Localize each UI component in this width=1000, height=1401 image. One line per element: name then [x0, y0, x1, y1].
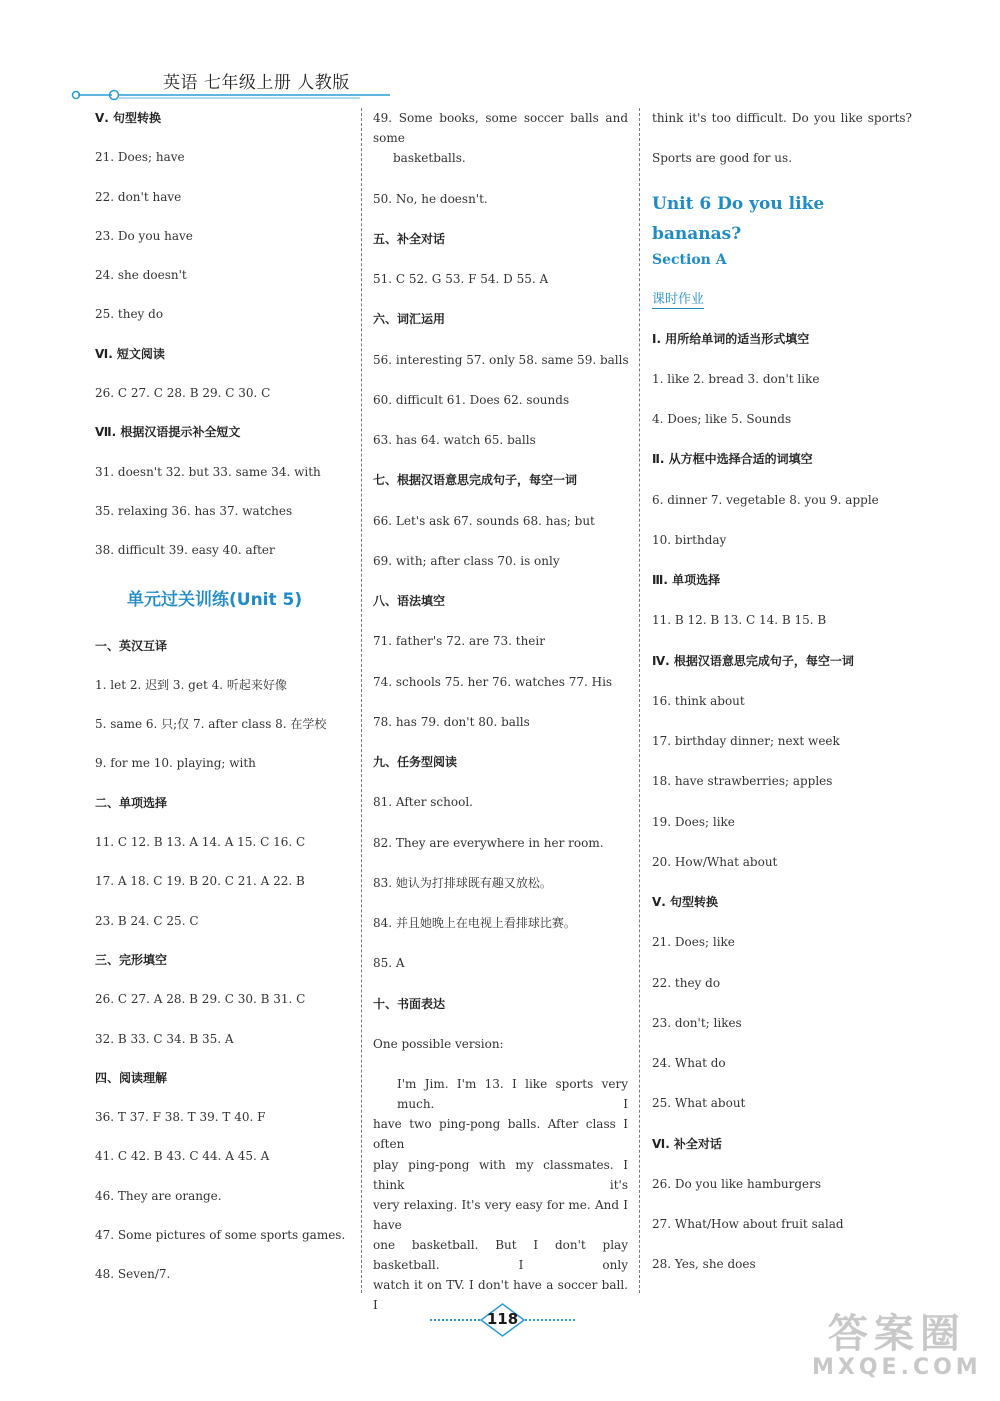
answer-line: 85. A	[373, 956, 405, 971]
answer-line: 74. schools 75. her 76. watches 77. His	[373, 674, 613, 689]
answer-line: 9. for me 10. playing; with	[95, 756, 256, 771]
answer-line: 16. think about	[652, 693, 745, 708]
book-title: 英语 七年级上册 人教版	[163, 73, 350, 93]
answer-line: very relaxing. It's very easy for me. And I have	[373, 1197, 628, 1232]
exercise-heading: Ⅲ. 单项选择	[652, 573, 721, 587]
answer-line: 19. Does; like	[652, 814, 735, 829]
answer-line: 24. What do	[652, 1056, 726, 1070]
answer-line: 32. B 33. C 34. B 35. A	[95, 1031, 234, 1046]
exercise-heading: 八、语法填空	[373, 594, 446, 608]
answer-line: 20. How/What about	[652, 854, 778, 869]
answer-line: 23. don't; likes	[652, 1015, 742, 1030]
answer-line: One possible version:	[373, 1036, 504, 1051]
answer-line: 49. Some books, some soccer balls and some	[373, 111, 628, 145]
column-divider	[361, 108, 362, 1293]
answer-line: watch it on TV. I don't have a soccer ball. I	[373, 1278, 628, 1313]
answer-line: 26. C 27. C 28. B 29. C 30. C	[95, 386, 271, 401]
watermark-text: 答案圈	[827, 1311, 966, 1357]
page-number-badge	[430, 1302, 575, 1338]
exercise-heading: 七、根据汉语意思完成句子，每空一词	[373, 473, 578, 488]
exercise-heading: Ⅵ. 补全对话	[652, 1136, 722, 1151]
watermark-logo	[812, 1312, 982, 1380]
exercise-heading: 一、英汉互译	[95, 638, 168, 653]
answer-line: 25. What about	[652, 1096, 746, 1111]
exercise-heading: 九、任务型阅读	[373, 755, 458, 769]
unit-heading: Unit 6 Do you like bananas?	[652, 193, 825, 244]
exercise-heading: Ⅳ. 根据汉语意思完成句子，每空一词	[652, 653, 854, 668]
answer-line: 10. birthday	[652, 532, 727, 547]
section-heading: Section A	[652, 251, 727, 268]
answer-line: 46. They are orange.	[95, 1188, 222, 1203]
answer-line: 83. 她认为打排球既有趣又放松。	[373, 875, 552, 890]
answer-line: 41. C 42. B 43. C 44. A 45. A	[95, 1149, 270, 1164]
answer-line: 11. B 12. B 13. C 14. B 15. B	[652, 613, 827, 628]
answer-line: 47. Some pictures of some sports games.	[95, 1228, 346, 1243]
answer-line: 28. Yes, she does	[652, 1257, 756, 1272]
exercise-heading: 三、完形填空	[95, 952, 168, 967]
answer-line: 63. has 64. watch 65. balls	[373, 433, 536, 447]
answer-column-middle	[373, 108, 628, 1316]
exercise-heading: 五、补全对话	[373, 231, 446, 246]
answer-line: 5. same 6. 只;仅 7. after class 8. 在学校	[95, 717, 327, 732]
answer-column-right	[652, 108, 912, 1295]
answer-line: play ping-pong with my classmates. I think it's	[373, 1157, 628, 1192]
answer-line: 26. C 27. A 28. B 29. C 30. B 31. C	[95, 992, 306, 1007]
answer-line: 26. Do you like hamburgers	[652, 1176, 822, 1191]
answer-line: 25. they do	[95, 307, 164, 322]
answer-line: 84. 并且她晚上在电视上看排球比赛。	[373, 916, 576, 930]
unit-heading: 单元过关训练(Unit 5)	[127, 589, 303, 610]
answer-line: 78. has 79. don't 80. balls	[373, 714, 530, 729]
answer-line: 24. she doesn't	[95, 268, 187, 283]
page-number: 118	[486, 1310, 519, 1328]
answer-line: 23. B 24. C 25. C	[95, 913, 199, 928]
answer-line: 71. father's 72. are 73. their	[373, 634, 545, 649]
answer-line: 11. C 12. B 13. A 14. A 15. C 16. C	[95, 835, 306, 850]
answer-line: 4. Does; like 5. Sounds	[652, 412, 792, 426]
answer-line: have two ping-pong balls. After class I often	[373, 1117, 628, 1152]
answer-line: 17. A 18. C 19. B 20. C 21. A 22. B	[95, 874, 305, 889]
column-divider	[639, 108, 640, 1293]
answer-line: basketballs.	[393, 151, 466, 166]
answer-line: 81. After school.	[373, 795, 473, 810]
answer-line: 6. dinner 7. vegetable 8. you 9. apple	[652, 492, 879, 507]
answer-line: 50. No, he doesn't.	[373, 191, 488, 206]
watermark-domain: MXQE.COM	[812, 1355, 982, 1380]
answer-line: 66. Let's ask 67. sounds 68. has; but	[373, 513, 595, 528]
answer-line: 69. with; after class 70. is only	[373, 553, 560, 568]
answer-line: 22. they do	[652, 975, 721, 990]
answer-line: 31. doesn't 32. but 33. same 34. with	[95, 464, 321, 479]
answer-line: one basketball. But I don't play basketball. I only	[373, 1238, 628, 1272]
answer-line: 1. like 2. bread 3. don't like	[652, 371, 820, 386]
answer-line: 56. interesting 57. only 58. same 59. balls	[373, 352, 629, 367]
answer-line: 36. T 37. F 38. T 39. T 40. F	[95, 1110, 266, 1125]
exercise-heading: Ⅴ. 句型转换	[95, 111, 162, 125]
exercise-heading: Ⅱ. 从方框中选择合适的词填空	[652, 452, 813, 467]
answer-line: 60. difficult 61. Does 62. sounds	[373, 392, 570, 407]
answer-line: think it's too difficult. Do you like sports?	[652, 111, 912, 125]
exercise-heading: 二、单项选择	[95, 795, 168, 810]
answer-column-left	[95, 108, 350, 1304]
answer-line: 1. let 2. 迟到 3. get 4. 听起来好像	[95, 677, 287, 692]
answer-line: 18. have strawberries; apples	[652, 774, 833, 789]
answer-line: 23. Do you have	[95, 228, 193, 243]
exercise-heading: Ⅵ. 短文阅读	[95, 346, 165, 361]
exercise-heading: 四、阅读理解	[95, 1070, 168, 1085]
answer-line: 27. What/How about fruit salad	[652, 1217, 844, 1231]
exercise-heading: 十、书面表达	[373, 996, 446, 1011]
exercise-heading: Ⅰ. 用所给单词的适当形式填空	[652, 331, 810, 346]
homework-label	[652, 287, 912, 329]
answer-line: 21. Does; have	[95, 150, 185, 165]
answer-line: 21. Does; like	[652, 935, 735, 950]
answer-line: 38. difficult 39. easy 40. after	[95, 543, 275, 558]
exercise-heading: Ⅴ. 句型转换	[652, 895, 719, 909]
answer-line: 17. birthday dinner; next week	[652, 734, 840, 748]
header-decoration	[70, 85, 390, 105]
answer-line: 22. don't have	[95, 189, 182, 204]
homework-label-text: 课时作业	[652, 291, 705, 307]
answer-line: 35. relaxing 36. has 37. watches	[95, 503, 293, 518]
exercise-heading: Ⅶ. 根据汉语提示补全短文	[95, 425, 241, 440]
answer-line: 48. Seven/7.	[95, 1267, 171, 1282]
answer-line: 51. C 52. G 53. F 54. D 55. A	[373, 272, 549, 286]
answer-line: I'm Jim. I'm 13. I like sports very much. I	[397, 1077, 628, 1111]
answer-line: Sports are good for us.	[652, 151, 793, 166]
exercise-heading: 六、词汇运用	[373, 312, 446, 327]
answer-line: 82. They are everywhere in her room.	[373, 835, 604, 850]
